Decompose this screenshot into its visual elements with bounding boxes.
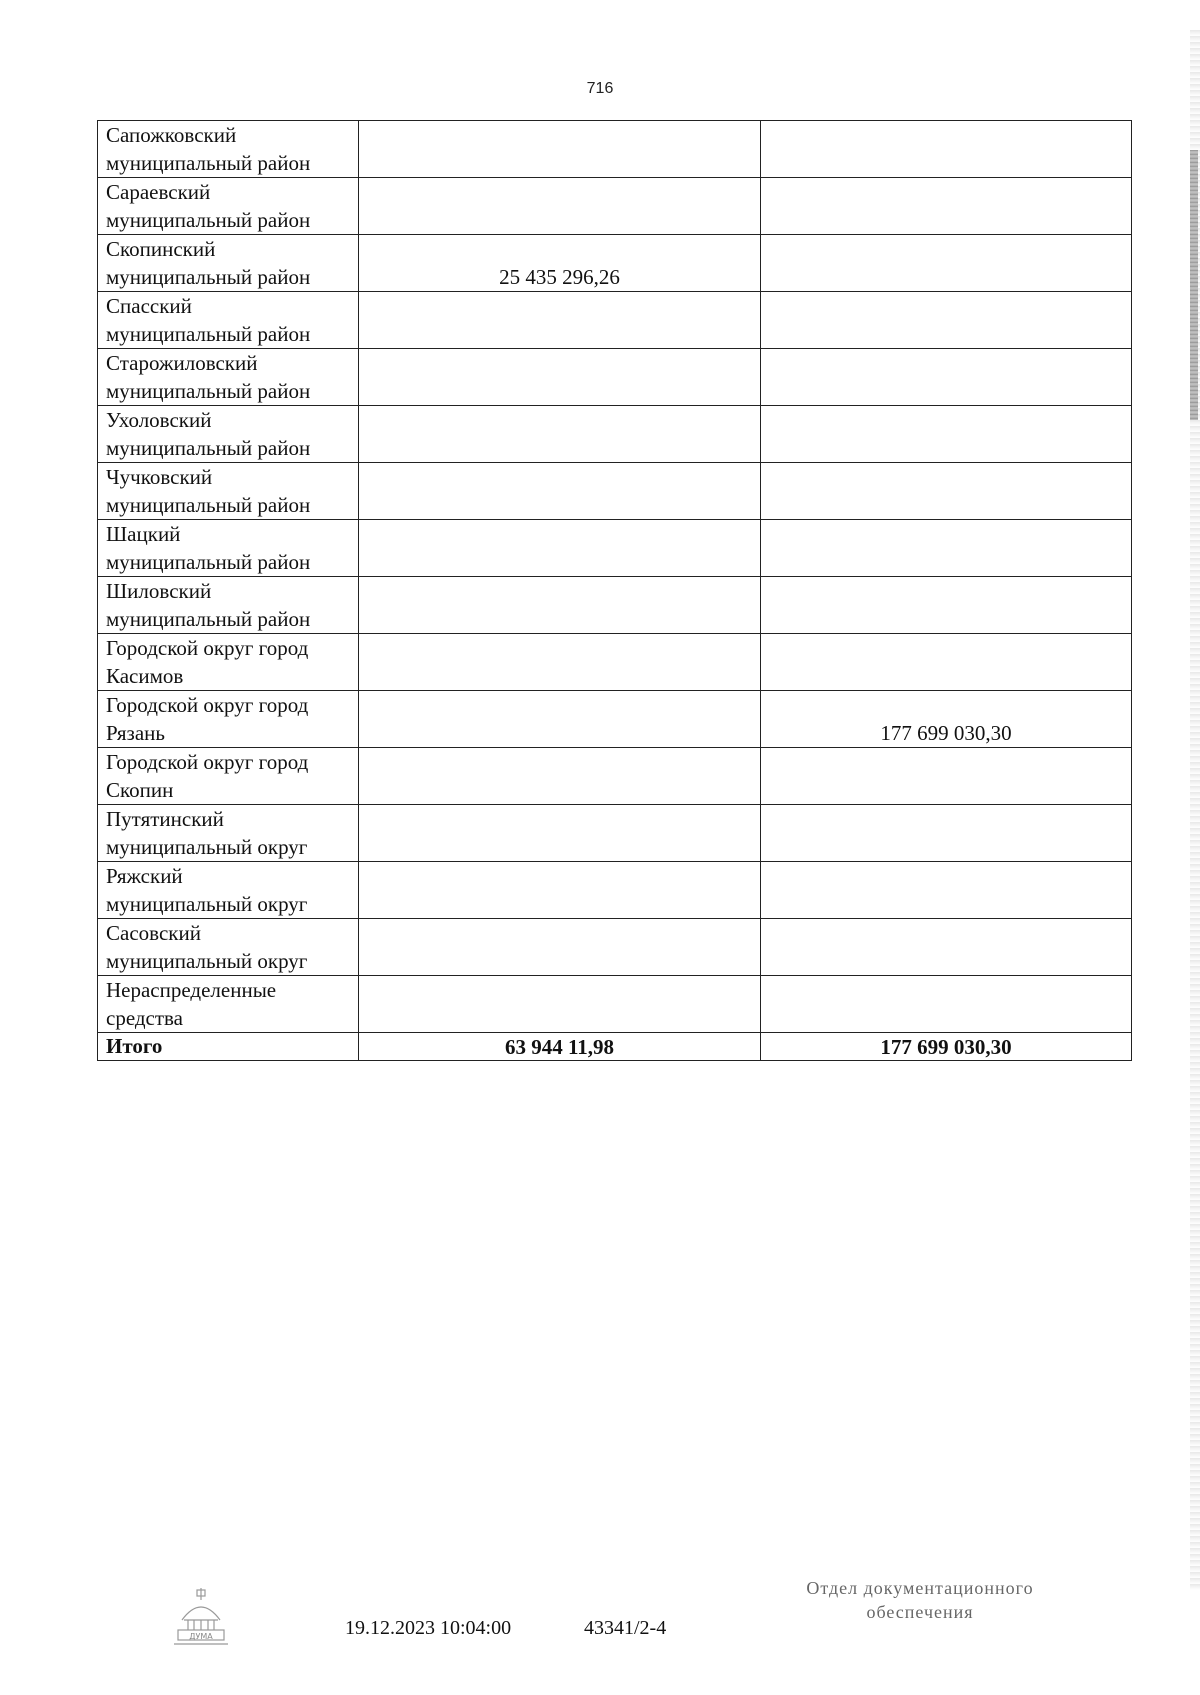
table-row [98,406,1132,463]
municipality-name-cell [98,406,359,463]
amount-col3-cell [761,520,1132,577]
registration-datetime: 19.12.2023 10:04:00 [345,1617,512,1639]
amount-col3-cell [761,121,1132,178]
amount-col3-cell [761,862,1132,919]
municipality-name-cell [98,121,359,178]
municipality-name-line2: Касимов [106,664,184,688]
amount-col2-cell [359,691,761,748]
stamp-line1: Отдел документационного [806,1578,1034,1598]
table-row [98,577,1132,634]
municipality-name-line2: муниципальный округ [106,949,308,973]
table-row [98,178,1132,235]
emblem-label: ДУМА [189,1632,213,1641]
amount-col2-cell [359,976,761,1033]
scan-edge-dark-artifact [1190,150,1198,420]
budget-table [97,120,1132,1061]
municipality-name-cell [98,349,359,406]
table-row [98,349,1132,406]
municipality-name-cell [98,463,359,520]
table-row [98,634,1132,691]
amount-col3-cell [761,292,1132,349]
municipality-name-line2: муниципальный район [106,379,311,403]
municipality-name-line2: муниципальный район [106,322,311,346]
page-number: 716 [586,80,614,97]
total-col3: 177 699 030,30 [761,1033,1132,1061]
amount-col3-cell [761,463,1132,520]
table-row [98,691,1132,748]
document-number: 43341/2-4 [584,1617,667,1639]
amount-col2-cell [359,178,761,235]
municipality-name-cell [98,634,359,691]
municipality-name-cell [98,862,359,919]
municipality-name-line1: Сараевский [106,180,211,204]
table-row [98,292,1132,349]
amount-col2-cell [359,634,761,691]
municipality-name-line2: муниципальный округ [106,892,308,916]
duma-emblem-icon [170,1586,232,1650]
amount-col2-cell [359,463,761,520]
table-row [98,919,1132,976]
amount-col2-cell [359,748,761,805]
municipality-name-line1: Путятинский [106,807,224,831]
municipality-name-line1: Спасский [106,294,192,318]
amount-col2-cell [359,805,761,862]
municipality-name-line1: Шиловский [106,579,212,603]
municipality-name-line1: Сапожковский [106,123,237,147]
amount-col2-cell [359,121,761,178]
duma-emblem-graphic [170,1586,232,1650]
amount-col2-cell: 25 435 296,26 [359,235,761,292]
table-row [98,748,1132,805]
municipality-name-cell [98,976,359,1033]
table-body [98,121,1132,1061]
municipality-name-cell [98,178,359,235]
amount-col2-cell [359,577,761,634]
amount-col3-cell: 177 699 030,30 [761,691,1132,748]
municipality-name-line1: Нераспределенные [106,978,277,1002]
table-row [98,805,1132,862]
amount-col3-cell [761,178,1132,235]
municipality-name-cell [98,577,359,634]
municipality-name-line2: муниципальный район [106,607,311,631]
total-row [98,1033,1132,1061]
amount-col3-cell [761,919,1132,976]
amount-col3-cell [761,406,1132,463]
amount-col3-cell [761,748,1132,805]
municipality-name-line2: муниципальный район [106,493,311,517]
table-row [98,121,1132,178]
amount-col2-cell [359,292,761,349]
municipality-name-cell [98,748,359,805]
municipality-name-line2: Скопин [106,778,174,802]
amount-col3-cell [761,349,1132,406]
municipality-name-line2: муниципальный район [106,265,311,289]
total-col2: 63 944 11,98 [359,1033,761,1061]
amount-col2-cell [359,349,761,406]
amount-col3-cell [761,805,1132,862]
amount-col3-cell [761,577,1132,634]
stamp-line2: обеспечения [866,1602,974,1622]
municipality-name-line1: Чучковский [106,465,213,489]
amount-col2-cell [359,406,761,463]
municipality-name-line2: муниципальный район [106,151,311,175]
municipality-name-line1: Городской округ город [106,636,309,660]
municipality-name-cell [98,520,359,577]
amount-col3-cell [761,634,1132,691]
municipality-name-cell [98,292,359,349]
municipality-name-line2: муниципальный район [106,436,311,460]
amount-col3-cell [761,976,1132,1033]
municipality-name-line1: Шацкий [106,522,181,546]
municipality-name-line1: Сасовский [106,921,201,945]
municipality-name-cell [98,919,359,976]
total-label: Итого [98,1033,359,1061]
amount-col3-cell [761,235,1132,292]
amount-col2-cell [359,520,761,577]
municipality-name-line1: Старожиловский [106,351,258,375]
municipality-name-line1: Ухоловский [106,408,212,432]
municipality-name-line2: муниципальный район [106,550,311,574]
table-row [98,862,1132,919]
municipality-name-line1: Ряжский [106,864,183,888]
municipality-name-line2: средства [106,1006,184,1030]
municipality-name-cell [98,235,359,292]
table-row [98,235,1132,292]
department-stamp [760,1576,1080,1624]
municipality-name-line2: муниципальный округ [106,835,308,859]
municipality-name-line1: Городской округ город [106,750,309,774]
municipality-name-cell [98,805,359,862]
municipality-name-line1: Скопинский [106,237,216,261]
amount-col2-cell [359,919,761,976]
table-row [98,463,1132,520]
municipality-name-cell [98,691,359,748]
municipality-name-line1: Городской округ город [106,693,309,717]
table-row [98,976,1132,1033]
table-row [98,520,1132,577]
municipality-name-line2: муниципальный район [106,208,311,232]
amount-col2-cell [359,862,761,919]
municipality-name-line2: Рязань [106,721,165,745]
